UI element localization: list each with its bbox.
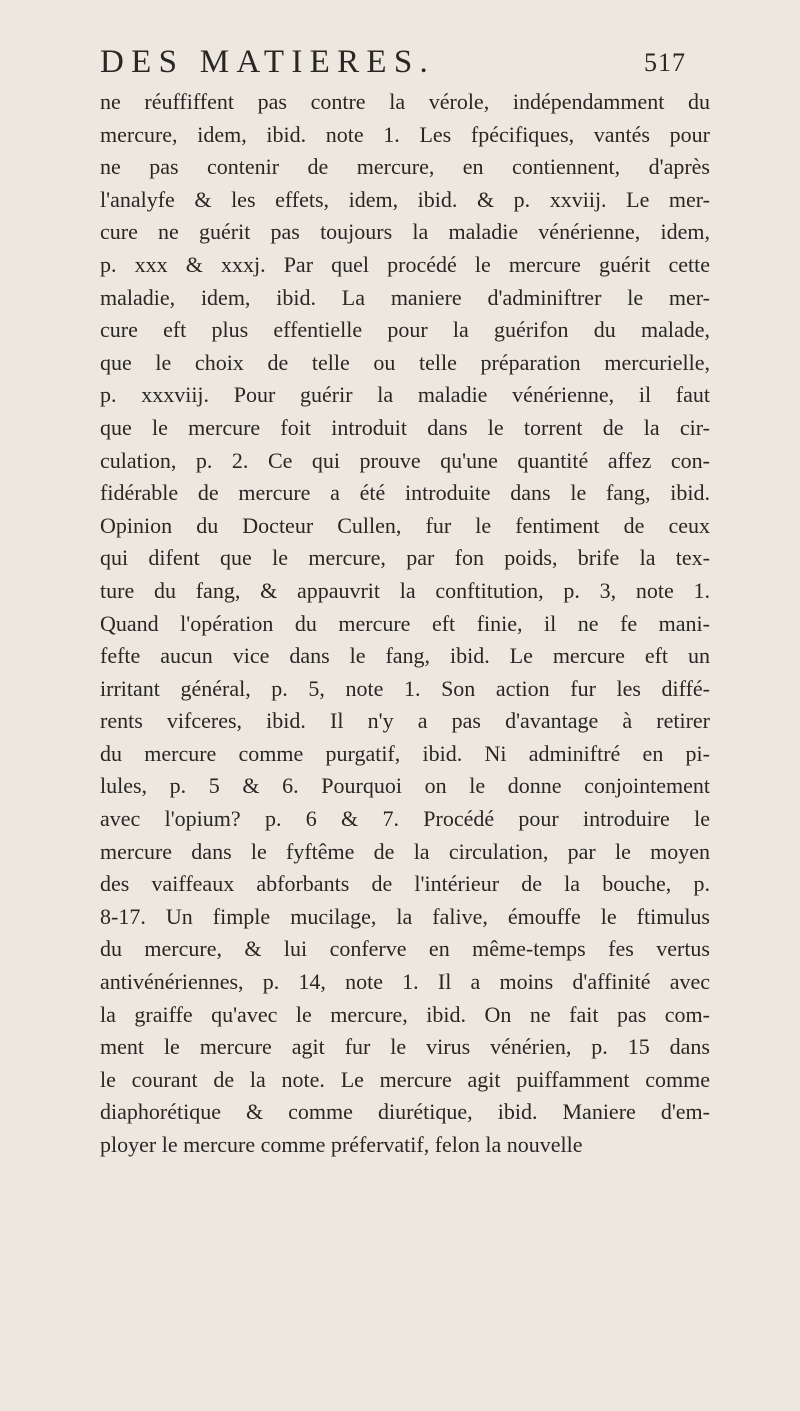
text-line: ployer le mercure comme préfervatif, felon la nouvelle xyxy=(100,1132,583,1157)
text-line: ne pas contenir de mercure, en contiennent, d'après xyxy=(100,154,710,180)
text-line: lules, p. 5 & 6. Pourquoi on le donne conjointement xyxy=(100,773,710,799)
text-line: irritant général, p. 5, note 1. Son action fur les diffé- xyxy=(100,675,710,701)
text-line: que le mercure foit introduit dans le torrent de la cir- xyxy=(100,414,710,440)
text-line: Opinion du Docteur Cullen, fur le fentiment de ceux xyxy=(100,512,710,538)
text-line: mercure dans le fyftême de la circulation, par le moyen xyxy=(100,838,710,864)
text-line: p. xxxviij. Pour guérir la maladie vénérienne, il faut xyxy=(100,382,710,408)
text-line: avec l'opium? p. 6 & 7. Procédé pour introduire le xyxy=(100,806,710,832)
text-line: du mercure, & lui conferve en même-temps fes vertus xyxy=(100,936,710,962)
text-line: rents vifceres, ibid. Il n'y a pas d'avantage à retirer xyxy=(100,708,710,734)
running-title: DES MATIERES. xyxy=(100,44,436,80)
text-line: ment le mercure agit fur le virus vénérien, p. 15 dans xyxy=(100,1034,710,1060)
text-line: maladie, idem, ibid. La maniere d'adminiftrer le mer- xyxy=(100,284,710,310)
text-line: fefte aucun vice dans le fang, ibid. Le mercure eft un xyxy=(100,643,710,669)
text-line: p. xxx & xxxj. Par quel procédé le mercure guérit cette xyxy=(100,251,710,277)
text-line: 8-17. Un fimple mucilage, la falive, émouffe le ftimulus xyxy=(100,903,710,929)
running-head xyxy=(100,44,700,92)
text-line: fidérable de mercure a été introduite dans le fang, ibid. xyxy=(100,480,710,506)
text-line: qui difent que le mercure, par fon poids, brife la tex- xyxy=(100,545,710,571)
text-line: ture du fang, & appauvrit la conftitution, p. 3, note 1. xyxy=(100,577,710,603)
text-line: que le choix de telle ou telle préparation mercurielle, xyxy=(100,349,710,375)
text-line: des vaiffeaux abforbants de l'intérieur de la bouche, p. xyxy=(100,871,710,897)
text-line: cure eft plus effentielle pour la guérifon du malade, xyxy=(100,317,710,343)
text-line: le courant de la note. Le mercure agit puiffamment comme xyxy=(100,1066,710,1092)
text-line: la graiffe qu'avec le mercure, ibid. On ne fait pas com- xyxy=(100,1001,710,1027)
page-number: 517 xyxy=(644,48,686,77)
index-text-block xyxy=(100,86,710,1162)
text-line: culation, p. 2. Ce qui prouve qu'une quantité affez con- xyxy=(100,447,710,473)
text-line: antivénériennes, p. 14, note 1. Il a moins d'affinité avec xyxy=(100,969,710,995)
text-line: Quand l'opération du mercure eft finie, il ne fe mani- xyxy=(100,610,710,636)
text-line: ne réuffiffent pas contre la vérole, indépendamment du xyxy=(100,89,710,114)
text-line: l'analyfe & les effets, idem, ibid. & p. xxviij. Le mer- xyxy=(100,186,710,212)
text-line: cure ne guérit pas toujours la maladie vénérienne, idem, xyxy=(100,219,710,245)
text-line: mercure, idem, ibid. note 1. Les fpécifiques, vantés pour xyxy=(100,121,710,147)
text-line: du mercure comme purgatif, ibid. Ni adminiftré en pi- xyxy=(100,740,710,766)
text-line: diaphorétique & comme diurétique, ibid. Maniere d'em- xyxy=(100,1099,710,1125)
